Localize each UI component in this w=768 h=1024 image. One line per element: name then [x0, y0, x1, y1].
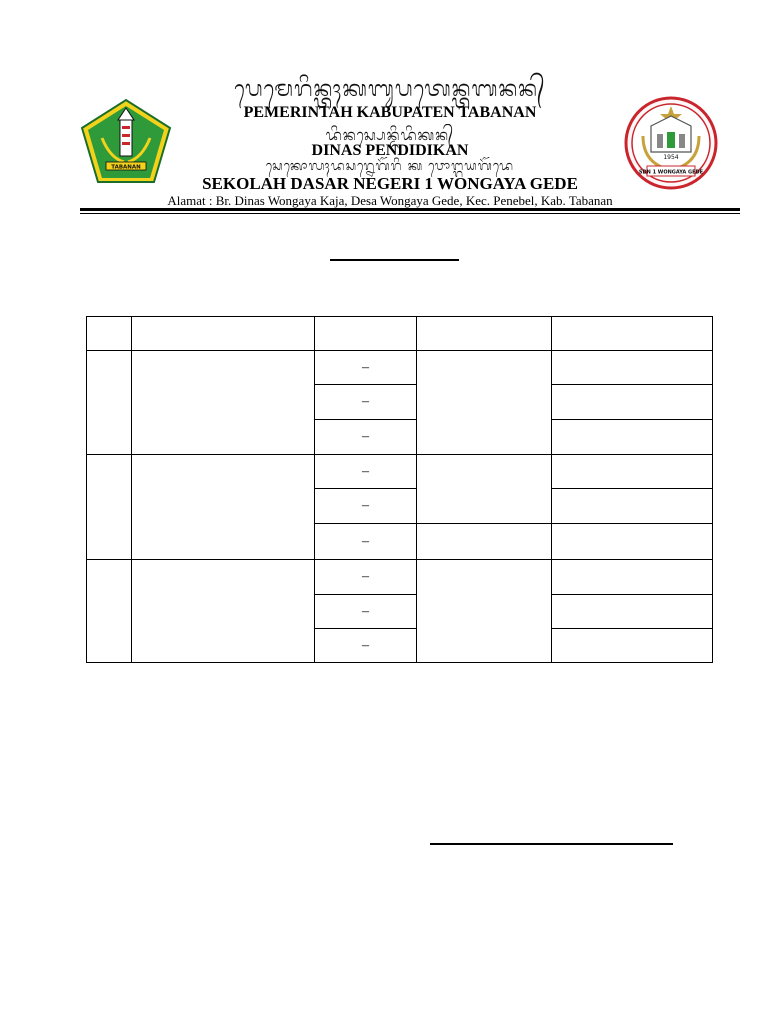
data-table — [86, 316, 713, 663]
dash-cell: – — [315, 420, 417, 455]
balinese-script-line-1: ᬧᬾᬫᬾᬭᬶᬦ᭄ᬢᬄᬓᬩᬸᬧᬢᬾᬦ᭄ᬢᬩᬦᬦ᭄ — [234, 77, 546, 102]
group-2-detail-cell-2 — [417, 524, 552, 560]
note-cell — [552, 560, 713, 595]
government-title: PEMERINTAH KABUPATEN TABANAN — [243, 104, 537, 121]
note-cell — [552, 595, 713, 629]
table-row — [87, 351, 713, 385]
school-address: Alamat : Br. Dinas Wongaya Kaja, Desa Wongaya Gede, Kec. Penebel, Kab. Tabanan — [167, 193, 613, 208]
letterhead-rule-thin — [80, 213, 740, 214]
group-2-no-cell — [87, 455, 132, 560]
logo-left-label: TABANAN — [111, 164, 141, 171]
balinese-script-line-3: ᬲᬾᬓᭀᬮᬄᬤᬲᬭ᭄ᬦᬾᬕᭂᬭᬶ ᬓ ᬯᭀᬗ᭄ᬕᬬᬕᭂᬤᬾ — [265, 159, 515, 174]
dash-cell: – — [315, 524, 417, 560]
balinese-script-line-2: ᬤᬶᬦᬲ᭄ᬧᬾᬦ᭄ᬤᬶᬤᬶᬓᬦ᭄ — [325, 126, 455, 144]
dash-cell: – — [315, 489, 417, 524]
table-row — [87, 455, 713, 489]
header-cell-item — [315, 317, 417, 351]
letterhead — [0, 0, 768, 216]
logo-right-year: 1954 — [663, 154, 679, 161]
group-3-name-cell — [132, 560, 315, 663]
school-title: SEKOLAH DASAR NEGERI 1 WONGAYA GEDE — [202, 174, 578, 193]
group-1-name-cell — [132, 351, 315, 455]
note-cell — [552, 455, 713, 489]
header-cell-name — [132, 317, 315, 351]
note-cell — [552, 524, 713, 560]
header-cell-note — [552, 317, 713, 351]
note-cell — [552, 351, 713, 385]
note-cell — [552, 385, 713, 420]
dash-cell: – — [315, 595, 417, 629]
header-cell-no — [87, 317, 132, 351]
logo-right-label: SDN 1 WONGAYA GEDE — [638, 169, 704, 176]
dash-cell: – — [315, 560, 417, 595]
group-1-no-cell — [87, 351, 132, 455]
dash-cell: – — [315, 455, 417, 489]
document-title-underline — [330, 259, 459, 261]
table-row — [87, 560, 713, 595]
header-cell-detail — [417, 317, 552, 351]
note-cell — [552, 489, 713, 524]
letterhead-rule-thick — [80, 208, 740, 211]
dash-cell: – — [315, 351, 417, 385]
dash-cell: – — [315, 629, 417, 663]
school-emblem-logo — [621, 96, 721, 190]
note-cell — [552, 629, 713, 663]
group-2-name-cell — [132, 455, 315, 560]
group-3-detail-cell — [417, 560, 552, 663]
signature-line — [430, 843, 673, 845]
group-1-detail-cell — [417, 351, 552, 455]
group-3-no-cell — [87, 560, 132, 663]
agency-title: DINAS PENDIDIKAN — [311, 142, 469, 159]
table-header-row — [87, 317, 713, 351]
note-cell — [552, 420, 713, 455]
group-2-detail-cell — [417, 455, 552, 524]
dash-cell: – — [315, 385, 417, 420]
